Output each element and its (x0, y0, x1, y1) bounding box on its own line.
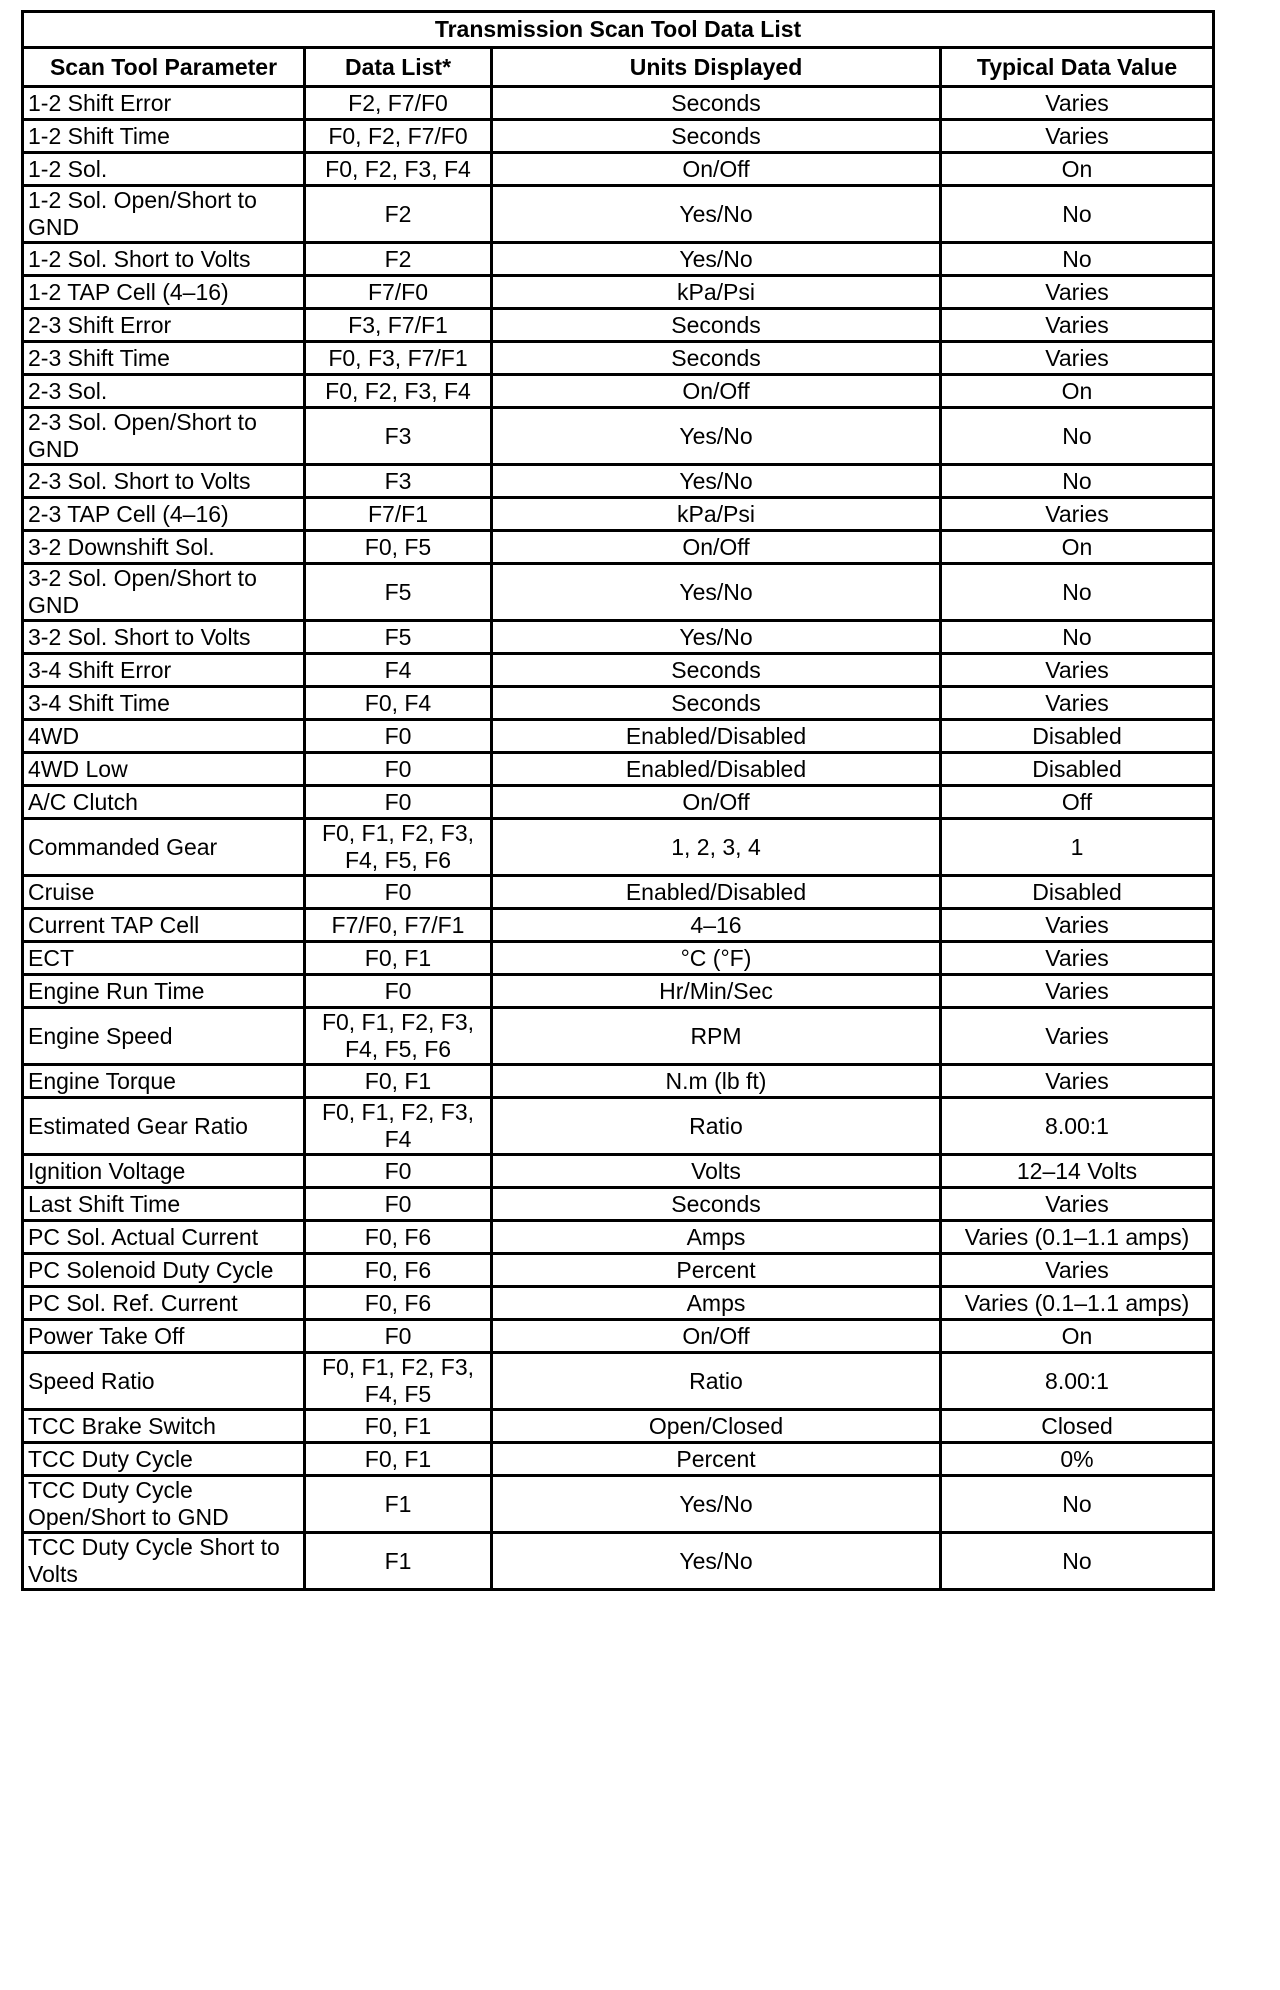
data-list-cell: F0 (305, 876, 492, 909)
param-cell: 1-2 TAP Cell (4–16) (23, 276, 305, 309)
param-cell: Engine Torque (23, 1065, 305, 1098)
units-cell: Seconds (492, 342, 941, 375)
data-list-cell: F0, F2, F7/F0 (305, 120, 492, 153)
table-row (23, 465, 1214, 498)
table-row (23, 1155, 1214, 1188)
table-row (23, 1287, 1214, 1320)
typical-value-cell: Disabled (941, 720, 1214, 753)
units-cell: Yes/No (492, 186, 941, 243)
table-row (23, 1443, 1214, 1476)
typical-value-cell: No (941, 243, 1214, 276)
typical-value-cell: 8.00:1 (941, 1098, 1214, 1155)
table-row (23, 942, 1214, 975)
param-cell: 3-2 Sol. Open/Short to GND (23, 564, 305, 621)
units-cell: Open/Closed (492, 1410, 941, 1443)
data-list-cell: F3 (305, 408, 492, 465)
data-list-cell: F7/F0 (305, 276, 492, 309)
param-cell: TCC Duty Cycle Open/Short to GND (23, 1476, 305, 1533)
param-cell: 1-2 Shift Error (23, 87, 305, 120)
data-list-cell: F1 (305, 1476, 492, 1533)
table-row (23, 342, 1214, 375)
units-cell: Yes/No (492, 564, 941, 621)
units-cell: Percent (492, 1443, 941, 1476)
units-cell: N.m (lb ft) (492, 1065, 941, 1098)
units-cell: Yes/No (492, 1476, 941, 1533)
table-row (23, 1008, 1214, 1065)
units-cell: On/Off (492, 375, 941, 408)
table-row (23, 276, 1214, 309)
typical-value-cell: No (941, 465, 1214, 498)
data-list-cell: F0, F1 (305, 1410, 492, 1443)
units-cell: Volts (492, 1155, 941, 1188)
table-row (23, 531, 1214, 564)
data-list-cell: F0 (305, 1320, 492, 1353)
param-cell: 3-2 Sol. Short to Volts (23, 621, 305, 654)
units-cell: Yes/No (492, 243, 941, 276)
param-cell: 3-4 Shift Error (23, 654, 305, 687)
typical-value-cell: Varies (941, 909, 1214, 942)
units-cell: Yes/No (492, 1533, 941, 1590)
typical-value-cell: Varies (941, 1065, 1214, 1098)
param-cell: 1-2 Shift Time (23, 120, 305, 153)
data-list-cell: F0, F1, F2, F3, F4, F5, F6 (305, 819, 492, 876)
data-list-cell: F2 (305, 186, 492, 243)
data-list-cell: F3 (305, 465, 492, 498)
typical-value-cell: On (941, 153, 1214, 186)
table-row (23, 1410, 1214, 1443)
data-list-cell: F0, F2, F3, F4 (305, 153, 492, 186)
scan-tool-data-sheet (21, 10, 1212, 1591)
table-row (23, 186, 1214, 243)
units-cell: Percent (492, 1254, 941, 1287)
param-cell: 4WD Low (23, 753, 305, 786)
typical-value-cell: No (941, 186, 1214, 243)
param-cell: 3-2 Downshift Sol. (23, 531, 305, 564)
param-cell: PC Sol. Ref. Current (23, 1287, 305, 1320)
units-cell: Seconds (492, 687, 941, 720)
typical-value-cell: No (941, 621, 1214, 654)
data-list-cell: F0, F1 (305, 1065, 492, 1098)
typical-value-cell: Varies (941, 87, 1214, 120)
param-cell: PC Sol. Actual Current (23, 1221, 305, 1254)
table-row (23, 753, 1214, 786)
table-row (23, 564, 1214, 621)
param-cell: 4WD (23, 720, 305, 753)
data-list-cell: F0 (305, 975, 492, 1008)
typical-value-cell: Varies (941, 975, 1214, 1008)
table-row (23, 1188, 1214, 1221)
typical-value-cell: Off (941, 786, 1214, 819)
table-row (23, 1476, 1214, 1533)
units-cell: 1, 2, 3, 4 (492, 819, 941, 876)
data-list-cell: F2 (305, 243, 492, 276)
param-cell: Engine Run Time (23, 975, 305, 1008)
data-list-cell: F0, F1, F2, F3, F4 (305, 1098, 492, 1155)
typical-value-cell: No (941, 1533, 1214, 1590)
param-cell: Commanded Gear (23, 819, 305, 876)
units-cell: Amps (492, 1221, 941, 1254)
param-cell: 2-3 TAP Cell (4–16) (23, 498, 305, 531)
table-row (23, 87, 1214, 120)
units-cell: On/Off (492, 153, 941, 186)
table-row (23, 1254, 1214, 1287)
param-cell: Current TAP Cell (23, 909, 305, 942)
units-cell: Amps (492, 1287, 941, 1320)
data-list-cell: F0, F1, F2, F3, F4, F5 (305, 1353, 492, 1410)
data-list-cell: F0, F6 (305, 1254, 492, 1287)
units-cell: °C (°F) (492, 942, 941, 975)
data-list-cell: F0 (305, 1155, 492, 1188)
typical-value-cell: On (941, 375, 1214, 408)
table-row (23, 120, 1214, 153)
data-list-cell: F0, F4 (305, 687, 492, 720)
param-cell: A/C Clutch (23, 786, 305, 819)
table-row (23, 720, 1214, 753)
units-cell: kPa/Psi (492, 498, 941, 531)
units-cell: Seconds (492, 654, 941, 687)
table-title: Transmission Scan Tool Data List (23, 12, 1214, 48)
table-row (23, 654, 1214, 687)
param-cell: 1-2 Sol. Open/Short to GND (23, 186, 305, 243)
table-row (23, 621, 1214, 654)
header-data-list: Data List* (305, 48, 492, 87)
table-row (23, 1320, 1214, 1353)
table-row (23, 153, 1214, 186)
param-cell: Ignition Voltage (23, 1155, 305, 1188)
typical-value-cell: 1 (941, 819, 1214, 876)
param-cell: Engine Speed (23, 1008, 305, 1065)
units-cell: On/Off (492, 1320, 941, 1353)
units-cell: Yes/No (492, 408, 941, 465)
header-scan-tool-parameter: Scan Tool Parameter (23, 48, 305, 87)
param-cell: TCC Duty Cycle Short to Volts (23, 1533, 305, 1590)
param-cell: PC Solenoid Duty Cycle (23, 1254, 305, 1287)
table-row (23, 1098, 1214, 1155)
data-list-cell: F0, F3, F7/F1 (305, 342, 492, 375)
units-cell: Ratio (492, 1098, 941, 1155)
data-list-cell: F0, F2, F3, F4 (305, 375, 492, 408)
units-cell: 4–16 (492, 909, 941, 942)
units-cell: RPM (492, 1008, 941, 1065)
data-list-cell: F1 (305, 1533, 492, 1590)
param-cell: Cruise (23, 876, 305, 909)
typical-value-cell: No (941, 408, 1214, 465)
table-row (23, 975, 1214, 1008)
data-list-cell: F7/F1 (305, 498, 492, 531)
param-cell: 2-3 Shift Error (23, 309, 305, 342)
param-cell: 2-3 Sol. (23, 375, 305, 408)
param-cell: Power Take Off (23, 1320, 305, 1353)
param-cell: TCC Brake Switch (23, 1410, 305, 1443)
units-cell: Hr/Min/Sec (492, 975, 941, 1008)
table-row (23, 819, 1214, 876)
table-row (23, 1533, 1214, 1590)
param-cell: 2-3 Shift Time (23, 342, 305, 375)
param-cell: TCC Duty Cycle (23, 1443, 305, 1476)
data-list-cell: F0, F1, F2, F3, F4, F5, F6 (305, 1008, 492, 1065)
typical-value-cell: Varies (941, 942, 1214, 975)
typical-value-cell: 12–14 Volts (941, 1155, 1214, 1188)
typical-value-cell: Closed (941, 1410, 1214, 1443)
param-cell: 2-3 Sol. Open/Short to GND (23, 408, 305, 465)
typical-value-cell: 0% (941, 1443, 1214, 1476)
data-list-cell: F5 (305, 564, 492, 621)
typical-value-cell: Varies (0.1–1.1 amps) (941, 1221, 1214, 1254)
header-typical-data-value: Typical Data Value (941, 48, 1214, 87)
typical-value-cell: On (941, 1320, 1214, 1353)
data-list-cell: F0, F6 (305, 1287, 492, 1320)
param-cell: 2-3 Sol. Short to Volts (23, 465, 305, 498)
data-list-cell: F3, F7/F1 (305, 309, 492, 342)
typical-value-cell: On (941, 531, 1214, 564)
data-list-cell: F0, F5 (305, 531, 492, 564)
header-units-displayed: Units Displayed (492, 48, 941, 87)
typical-value-cell: Varies (941, 1254, 1214, 1287)
typical-value-cell: Varies (941, 342, 1214, 375)
param-cell: Estimated Gear Ratio (23, 1098, 305, 1155)
table-body (23, 87, 1214, 1590)
units-cell: Yes/No (492, 621, 941, 654)
units-cell: Enabled/Disabled (492, 753, 941, 786)
table-row (23, 876, 1214, 909)
typical-value-cell: Varies (941, 1188, 1214, 1221)
table-row (23, 408, 1214, 465)
typical-value-cell: Varies (941, 498, 1214, 531)
param-cell: Last Shift Time (23, 1188, 305, 1221)
table-row (23, 309, 1214, 342)
typical-value-cell: Varies (941, 654, 1214, 687)
table-row (23, 909, 1214, 942)
param-cell: 3-4 Shift Time (23, 687, 305, 720)
typical-value-cell: Varies (941, 276, 1214, 309)
typical-value-cell: Varies (941, 687, 1214, 720)
table-row (23, 243, 1214, 276)
table-row (23, 375, 1214, 408)
param-cell: 1-2 Sol. Short to Volts (23, 243, 305, 276)
units-cell: Enabled/Disabled (492, 876, 941, 909)
table-row (23, 498, 1214, 531)
table-row (23, 1221, 1214, 1254)
param-cell: 1-2 Sol. (23, 153, 305, 186)
typical-value-cell: Varies (941, 1008, 1214, 1065)
data-list-cell: F0 (305, 786, 492, 819)
units-cell: Seconds (492, 309, 941, 342)
data-list-cell: F0 (305, 720, 492, 753)
units-cell: Ratio (492, 1353, 941, 1410)
data-list-cell: F7/F0, F7/F1 (305, 909, 492, 942)
units-cell: Enabled/Disabled (492, 720, 941, 753)
data-list-cell: F0, F1 (305, 1443, 492, 1476)
transmission-scan-tool-table (21, 10, 1215, 1591)
data-list-cell: F5 (305, 621, 492, 654)
table-row (23, 1065, 1214, 1098)
units-cell: Seconds (492, 1188, 941, 1221)
table-row (23, 687, 1214, 720)
units-cell: kPa/Psi (492, 276, 941, 309)
units-cell: Seconds (492, 87, 941, 120)
data-list-cell: F0, F6 (305, 1221, 492, 1254)
data-list-cell: F2, F7/F0 (305, 87, 492, 120)
typical-value-cell: Varies (0.1–1.1 amps) (941, 1287, 1214, 1320)
data-list-cell: F0 (305, 1188, 492, 1221)
typical-value-cell: Varies (941, 120, 1214, 153)
table-row (23, 786, 1214, 819)
data-list-cell: F4 (305, 654, 492, 687)
typical-value-cell: Disabled (941, 876, 1214, 909)
units-cell: On/Off (492, 786, 941, 819)
units-cell: Yes/No (492, 465, 941, 498)
data-list-cell: F0, F1 (305, 942, 492, 975)
data-list-cell: F0 (305, 753, 492, 786)
units-cell: Seconds (492, 120, 941, 153)
param-cell: ECT (23, 942, 305, 975)
table-row (23, 1353, 1214, 1410)
units-cell: On/Off (492, 531, 941, 564)
typical-value-cell: Disabled (941, 753, 1214, 786)
typical-value-cell: No (941, 1476, 1214, 1533)
typical-value-cell: Varies (941, 309, 1214, 342)
typical-value-cell: 8.00:1 (941, 1353, 1214, 1410)
typical-value-cell: No (941, 564, 1214, 621)
param-cell: Speed Ratio (23, 1353, 305, 1410)
